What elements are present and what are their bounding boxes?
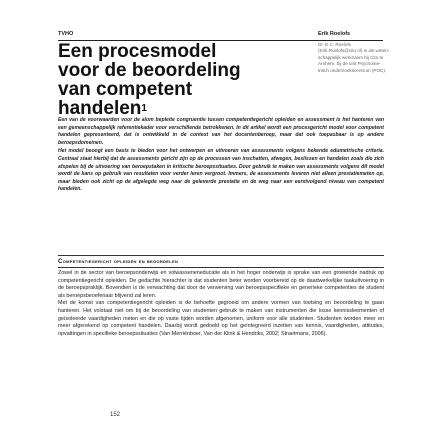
author-note: Dr. E.C. Roelofs (Erik.Roelofs@cito.nl) is als weten-schappelijk werkzaam bij Cito te Arnhem, bij de unit Psychome-trisch onderzoekscentrum (POC). bbox=[318, 42, 390, 73]
section-heading: Competentiegericht opleiden en beoordelen bbox=[58, 258, 179, 265]
journal-name: TVHO bbox=[58, 31, 74, 37]
body-paragraph: Zowel in de sector van beroepsonderwijs en volwasseneneducatie als in het hoger onderwijs is sprake van een groeiende nadruk op competentiegericht opleiden. De gedachte hierachter is dat studenten beter worden voorbereid op de daadwerkelijke taakuitvoering in de beroepspraktijk. Bovendien is de verwachting dat door de verwerving van beroepsspecifieke en generieke competenties de student als beroepsbeoefenaar blijvend zal leren. bbox=[58, 270, 384, 299]
section-rule-top bbox=[58, 255, 384, 256]
page-number: 152 bbox=[110, 412, 121, 418]
article-title bbox=[58, 42, 258, 118]
abstract bbox=[58, 117, 384, 195]
abstract-paragraph: Een van de voorwaarden voor de alom bepleite congruentie tussen competentiegericht opleiden en assessment is het hanteren van een gemeenschappelijk referentiekader voor verschillende betrokkenen. In dit artikel wordt een procesgericht model voor competent handelen gepresenteerd, dat is ontwikkeld in de context van het docentenberoep, maar dat ook toepasbaar is op andere beroepsdomeinen. bbox=[58, 117, 384, 146]
abstract-paragraph: Het model beoogt een basis te bieden voor het ontwerpen en uitvoeren van assessments volgens bekende edumetrische criteria. Centraal staat hierbij dat de assessments gericht zijn op de processen van inschatten, afwegen, beslissen en handelen zoals die zich afspelen bij de uitvoering van beroepstaken in kritische beroepssituaties. Door gebruik te maken van assessments volgens dit model wordt de kans op gebruik van resultaten voor verder leren vergroot. Immers, de assessments leveren niet alleen prestatiemeten op, maar bieden ook zicht op de afgelegde weg naar de geleverde prestatie en de weg naar een eerstvolgend niveau van competent handelen. bbox=[58, 148, 384, 193]
running-head bbox=[58, 30, 383, 41]
section-rule-bottom bbox=[58, 267, 384, 268]
title-footnote-mark: 1 bbox=[141, 103, 147, 114]
body-text bbox=[58, 270, 384, 338]
body-paragraph: Met de komst van competentiegericht opleiden is de behoefte gegroeid om andere vormen van toetsing en beoordeling te gaan hanteren. Het volstaat niet om bij de beoordeling van studenten gebruik te maken van instrumenten die losse kennissleementen of geïsoleerde vaardigheden meten en die op vaste tijden worden afgenomen, uniform voor alle studenten. Studenten worden meer en meer afgerekend op competent handelen. Daarbij wordt gedoeld op het geïntegreerd inzetten van kennis, vaardigheden, attitudes, opvattingen in specifieke beroepssituaties (Van Merriënboer, Van der Klink & Hendriks, 2002; Straetmans, 2006). bbox=[58, 300, 384, 337]
article-title-text: Een procesmodel voor de beoordeling van competent handelen bbox=[58, 41, 241, 119]
running-head-author: Erik Roelofs bbox=[318, 31, 351, 37]
